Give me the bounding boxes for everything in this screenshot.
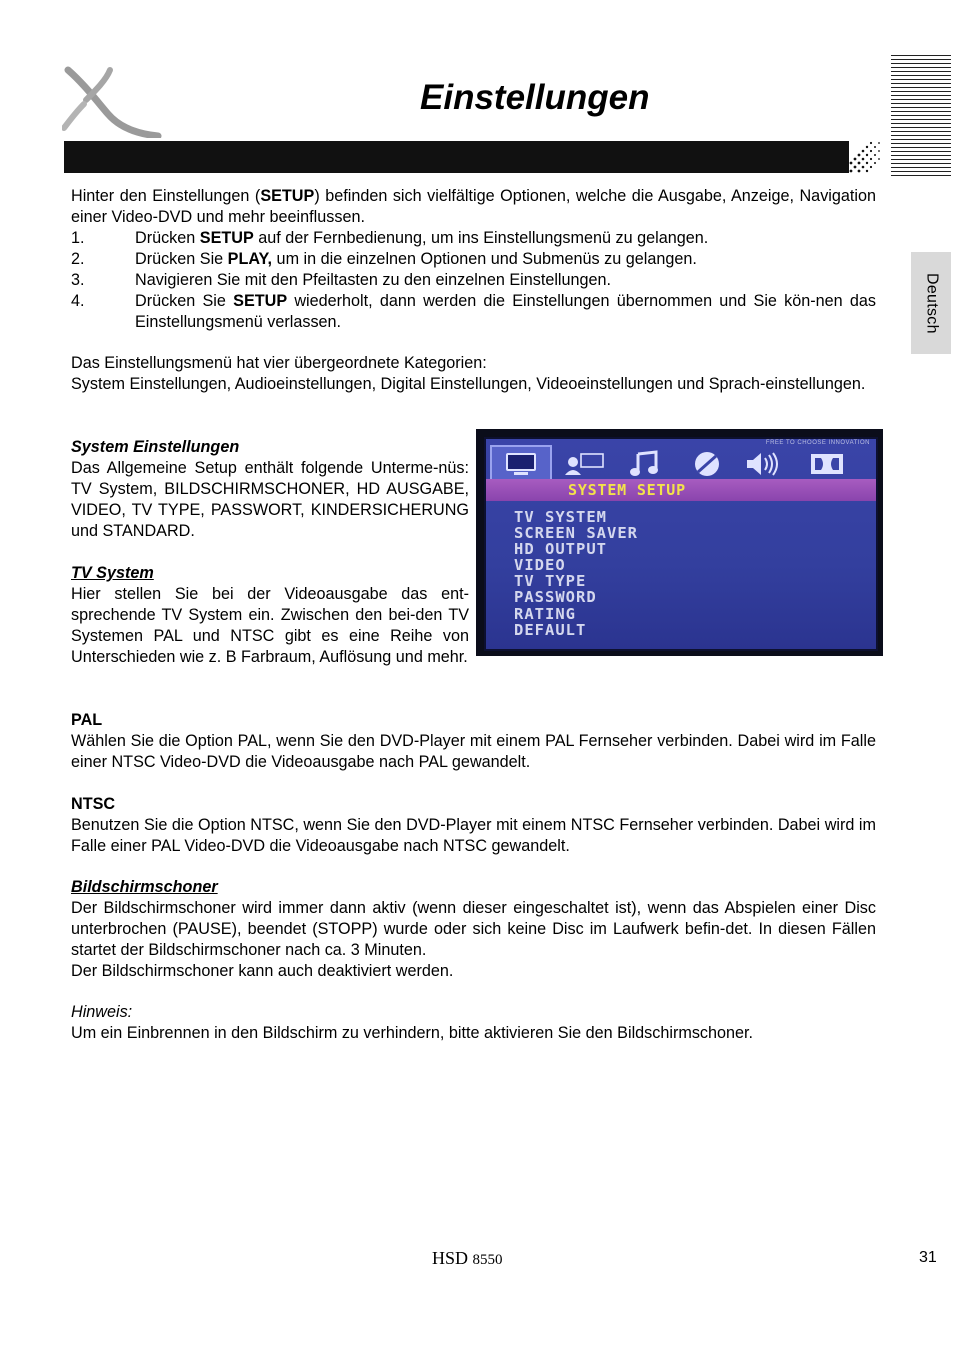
screensaver-text: Der Bildschirmschoner wird immer dann aktiv (wenn dieser eingeschaltet ist), wenn das Abspielen einer Disc unterbrochen (PAUSE), beendet (STOPP) wurde oder sich keine Disc im Laufwerk befin-det. In diesen Fällen startet der Bildschirmschoner nach ca. 3 Minuten. xyxy=(71,899,876,959)
ntsc-heading: NTSC xyxy=(71,795,116,813)
osd-menu-list xyxy=(514,509,638,638)
side-tab-label: Deutsch xyxy=(923,272,941,334)
dolby-icon xyxy=(802,449,852,479)
osd-menu-item: TV SYSTEM xyxy=(514,508,607,526)
osd-menu-item: SCREEN SAVER xyxy=(514,524,638,543)
ntsc-text: Benutzen Sie die Option NTSC, wenn Sie den DVD-Player mit einem NTSC Fernseher verbinden. Dabei wird im Falle einer PAL Video-DVD die Videoausgabe nach NTSC gewandelt. xyxy=(71,816,876,855)
osd-menu-item: VIDEO xyxy=(514,556,566,575)
xoro-x-logo-icon xyxy=(62,66,162,138)
osd-screenshot xyxy=(476,429,883,656)
side-stripe-pattern xyxy=(891,55,951,179)
pal-heading: PAL xyxy=(71,711,103,729)
system-heading: System Einstellungen xyxy=(71,438,240,456)
user-screen-icon xyxy=(560,449,610,479)
steps-list xyxy=(71,228,876,333)
page-number: 31 xyxy=(919,1249,937,1266)
list-item: 3. Navigieren Sie mit den Pfeiltasten zu den einzelnen Einstellungen. xyxy=(71,270,612,289)
screensaver-text-2: Der Bildschirmschoner kann auch deaktiviert werden. xyxy=(71,962,454,980)
tv-icon xyxy=(490,445,552,483)
osd-menu-item: PASSWORD xyxy=(514,588,597,607)
pal-text: Wählen Sie die Option PAL, wenn Sie den DVD-Player mit einem PAL Fernseher verbinden. Dabei wird im Falle einer NTSC Video-DVD die Videoausgabe nach PAL gewandelt. xyxy=(71,732,876,771)
osd-menu-item: HD OUTPUT xyxy=(514,540,607,559)
osd-screen xyxy=(484,437,878,651)
note-text: Um ein Einbrennen in den Bildschirm zu verhindern, bitte aktivieren Sie den Bildschirmschoner. xyxy=(71,1024,754,1042)
osd-menu-item: RATING xyxy=(514,604,576,623)
list-item: 4. Drücken Sie SETUP wiederholt, dann werden die Einstellungen übernommen und Sie kön-nen das Einstellungsmenü verlassen. xyxy=(71,291,876,331)
header-bar xyxy=(64,141,849,173)
speaker-icon xyxy=(738,449,788,479)
intro-paragraph: Hinter den Einstellungen (SETUP) befinden sich vielfältige Optionen, welche die Ausgabe, Anzeige, Navigation einer Video-DVD und mehr beeinflussen. xyxy=(71,187,876,226)
tv-system-heading: TV System xyxy=(71,564,154,582)
osd-menu-item: DEFAULT xyxy=(514,620,587,639)
model-prefix: HSD xyxy=(432,1248,469,1268)
osd-menu-item: TV TYPE xyxy=(514,572,587,591)
categories-intro: Das Einstellungsmenü hat vier übergeordnete Kategorien: xyxy=(71,354,487,372)
footer-model-name xyxy=(432,1247,503,1271)
music-note-icon xyxy=(620,449,670,479)
osd-brand-text: FREE TO CHOOSE INNOVATION xyxy=(765,440,870,446)
osd-section-header xyxy=(486,479,876,501)
screensaver-heading: Bildschirmschoner xyxy=(71,878,218,896)
osd-header-label: SYSTEM SETUP xyxy=(568,481,686,499)
disc-icon xyxy=(682,449,732,479)
system-text: Das Allgemeine Setup enthält folgende Unterme-nüs: TV System, BILDSCHIRMSCHONER, HD AUSGABE, VIDEO, TV TYPE, PASSWORT, KINDERSICHERUNG und STANDARD. xyxy=(71,459,469,540)
page-title: Einstellungen xyxy=(420,78,650,117)
tv-system-text: Hier stellen Sie bei der Videoausgabe das ent-sprechende TV System ein. Zwischen den bei-den TV Systemen PAL und NTSC gibt es eine Reihe von Unterschieden wie z. B Farbraum, Auflösung und mehr. xyxy=(71,585,469,666)
osd-icon-bar xyxy=(486,445,876,481)
list-item: 2. Drücken Sie PLAY, um in die einzelnen Optionen und Submenüs zu gelangen. xyxy=(71,249,697,268)
categories-list: System Einstellungen, Audioeinstellungen, Digital Einstellungen, Videoeinstellungen und Sprach-einstellungen. xyxy=(71,375,866,393)
header-dot-pattern xyxy=(845,141,881,173)
model-number: 8550 xyxy=(472,1252,503,1268)
list-item: 1. Drücken SETUP auf der Fernbedienung, um ins Einstellungsmenü zu gelangen. xyxy=(71,229,709,247)
language-side-tab xyxy=(911,252,951,354)
note-label: Hinweis: xyxy=(71,1003,133,1021)
